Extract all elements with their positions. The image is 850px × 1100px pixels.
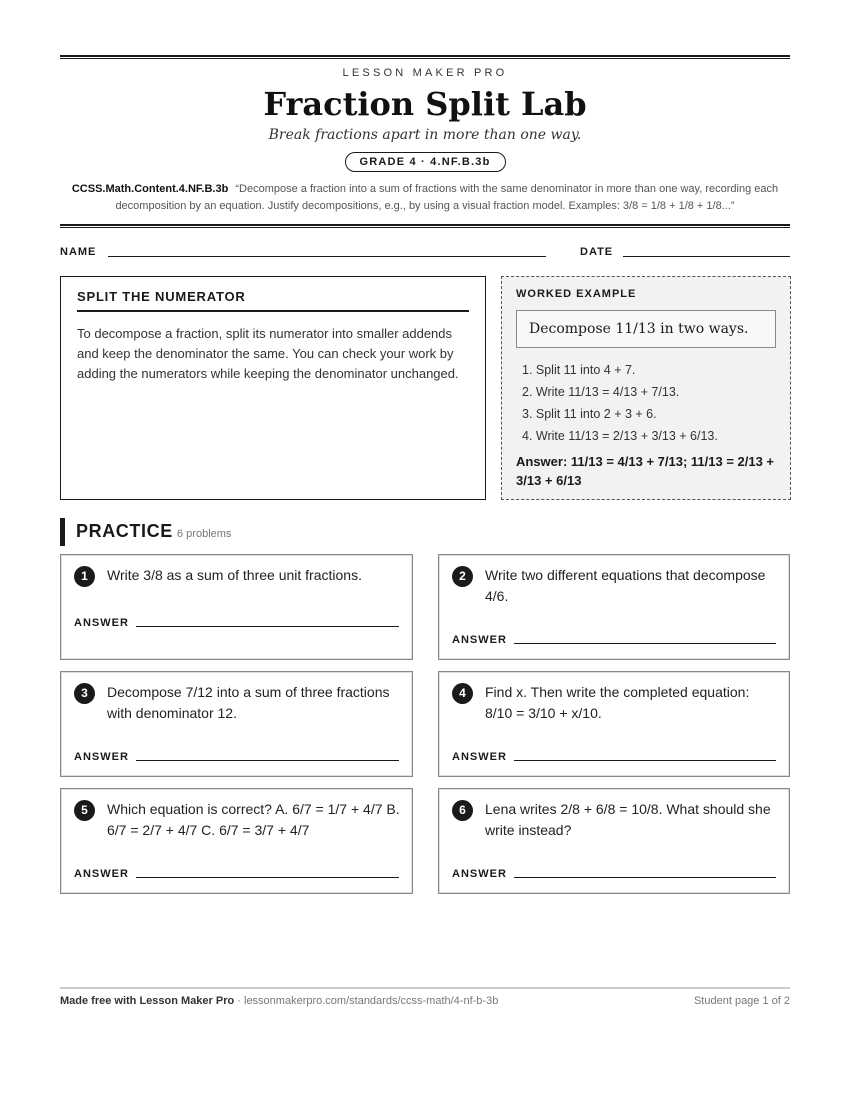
page-subtitle: Break fractions apart in more than one way. [268,127,582,143]
problem-number: 6 [452,800,473,821]
problem-number: 5 [74,800,95,821]
problem-text: Find x. Then write the completed equation: 8/10 = 3/10 + x/10. [485,684,750,721]
problem-card-2 [438,554,790,660]
grade-badge: GRADE 4 · 4.NF.B.3b [345,152,506,172]
worked-step: 3. Split 11 into 2 + 3 + 6. [522,407,657,421]
worksheet-page [60,0,790,1100]
footer-url[interactable]: · lessonmakerpro.com/standards/ccss-math/4-nf-b-3b [234,995,499,1007]
answer-label: ANSWER [74,868,129,880]
answer-field[interactable] [136,877,399,878]
answer-field[interactable] [514,760,776,761]
problem-card-4 [438,671,790,777]
page-title: Fraction Split Lab [263,85,587,123]
practice-title: PRACTICE [76,521,173,541]
date-label: DATE [580,246,614,258]
worked-example-title: WORKED EXAMPLE [516,288,637,300]
concept-box [60,276,486,500]
standard-code: CCSS.Math.Content.4.NF.B.3b [71,183,229,195]
answer-label: ANSWER [452,868,507,880]
problem-number: 4 [452,683,473,704]
answer-field[interactable] [136,626,399,627]
concept-title: SPLIT THE NUMERATOR [77,289,469,312]
answer-field[interactable] [514,643,776,644]
name-label: NAME [60,246,97,258]
problem-number: 3 [74,683,95,704]
problem-text: Which equation is correct? A. 6/7 = 1/7 + 4/7 B. 6/7 = 2/7 + 4/7 C. 6/7 = 3/7 + 4/7 [107,801,400,838]
footer-rule [60,987,790,989]
worked-example-box [501,276,791,500]
answer-label: ANSWER [452,751,507,763]
date-field[interactable] [623,256,790,257]
name-field[interactable] [108,256,546,257]
problem-card-1 [60,554,413,660]
practice-count: 6 problems [177,528,232,540]
problem-card-5 [60,788,413,894]
problem-text: Lena writes 2/8 + 6/8 = 10/8. What should she write instead? [485,801,771,838]
header-bottom-rule [60,224,790,228]
standard-text: “Decompose a fraction into a sum of fractions with the same denominator in more than one way, recording each decomposition by an equation. Justify decompositions, e.g., by using a visual fraction model. Examples: 3/8 = 1/8 + 1/8 + 1/8...” [115,183,779,212]
worked-step: 2. Write 11/13 = 4/13 + 7/13. [522,385,680,399]
problem-text: Write 3/8 as a sum of three unit fractions. [107,567,362,583]
concept-body: To decompose a fraction, split its numerator into smaller addends and keep the denominator the same. You can check your work by adding the numerators while keeping the denominator unchanged. [77,326,459,381]
standard-description [60,181,790,215]
problem-text: Decompose 7/12 into a sum of three fractions with denominator 12. [107,684,390,721]
footer-made-with: Made free with Lesson Maker Pro [60,995,235,1007]
practice-accent-bar [60,518,65,546]
worked-step: 1. Split 11 into 4 + 7. [522,363,636,377]
answer-field[interactable] [514,877,776,878]
answer-label: ANSWER [74,751,129,763]
answer-label: ANSWER [452,634,507,646]
worked-example-steps [516,359,776,447]
problem-card-6 [438,788,790,894]
grade-badge-wrap [60,152,790,172]
header-top-rule [60,55,790,59]
worked-step: 4. Write 11/13 = 2/13 + 3/13 + 6/13. [522,429,718,443]
worked-example-prompt: Decompose 11/13 in two ways. [516,310,776,348]
answer-field[interactable] [136,760,399,761]
footer-page-number: Student page 1 of 2 [693,995,790,1007]
answer-label: ANSWER [74,617,129,629]
problem-text: Write two different equations that decompose 4/6. [485,567,766,604]
problem-number: 2 [452,566,473,587]
brand-name: LESSON MAKER PRO [342,67,508,79]
problem-card-3 [60,671,413,777]
problem-number: 1 [74,566,95,587]
worked-example-answer: Answer: 11/13 = 4/13 + 7/13; 11/13 = 2/13 + 3/13 + 6/13 [516,454,775,488]
footer-credit [60,995,498,1007]
